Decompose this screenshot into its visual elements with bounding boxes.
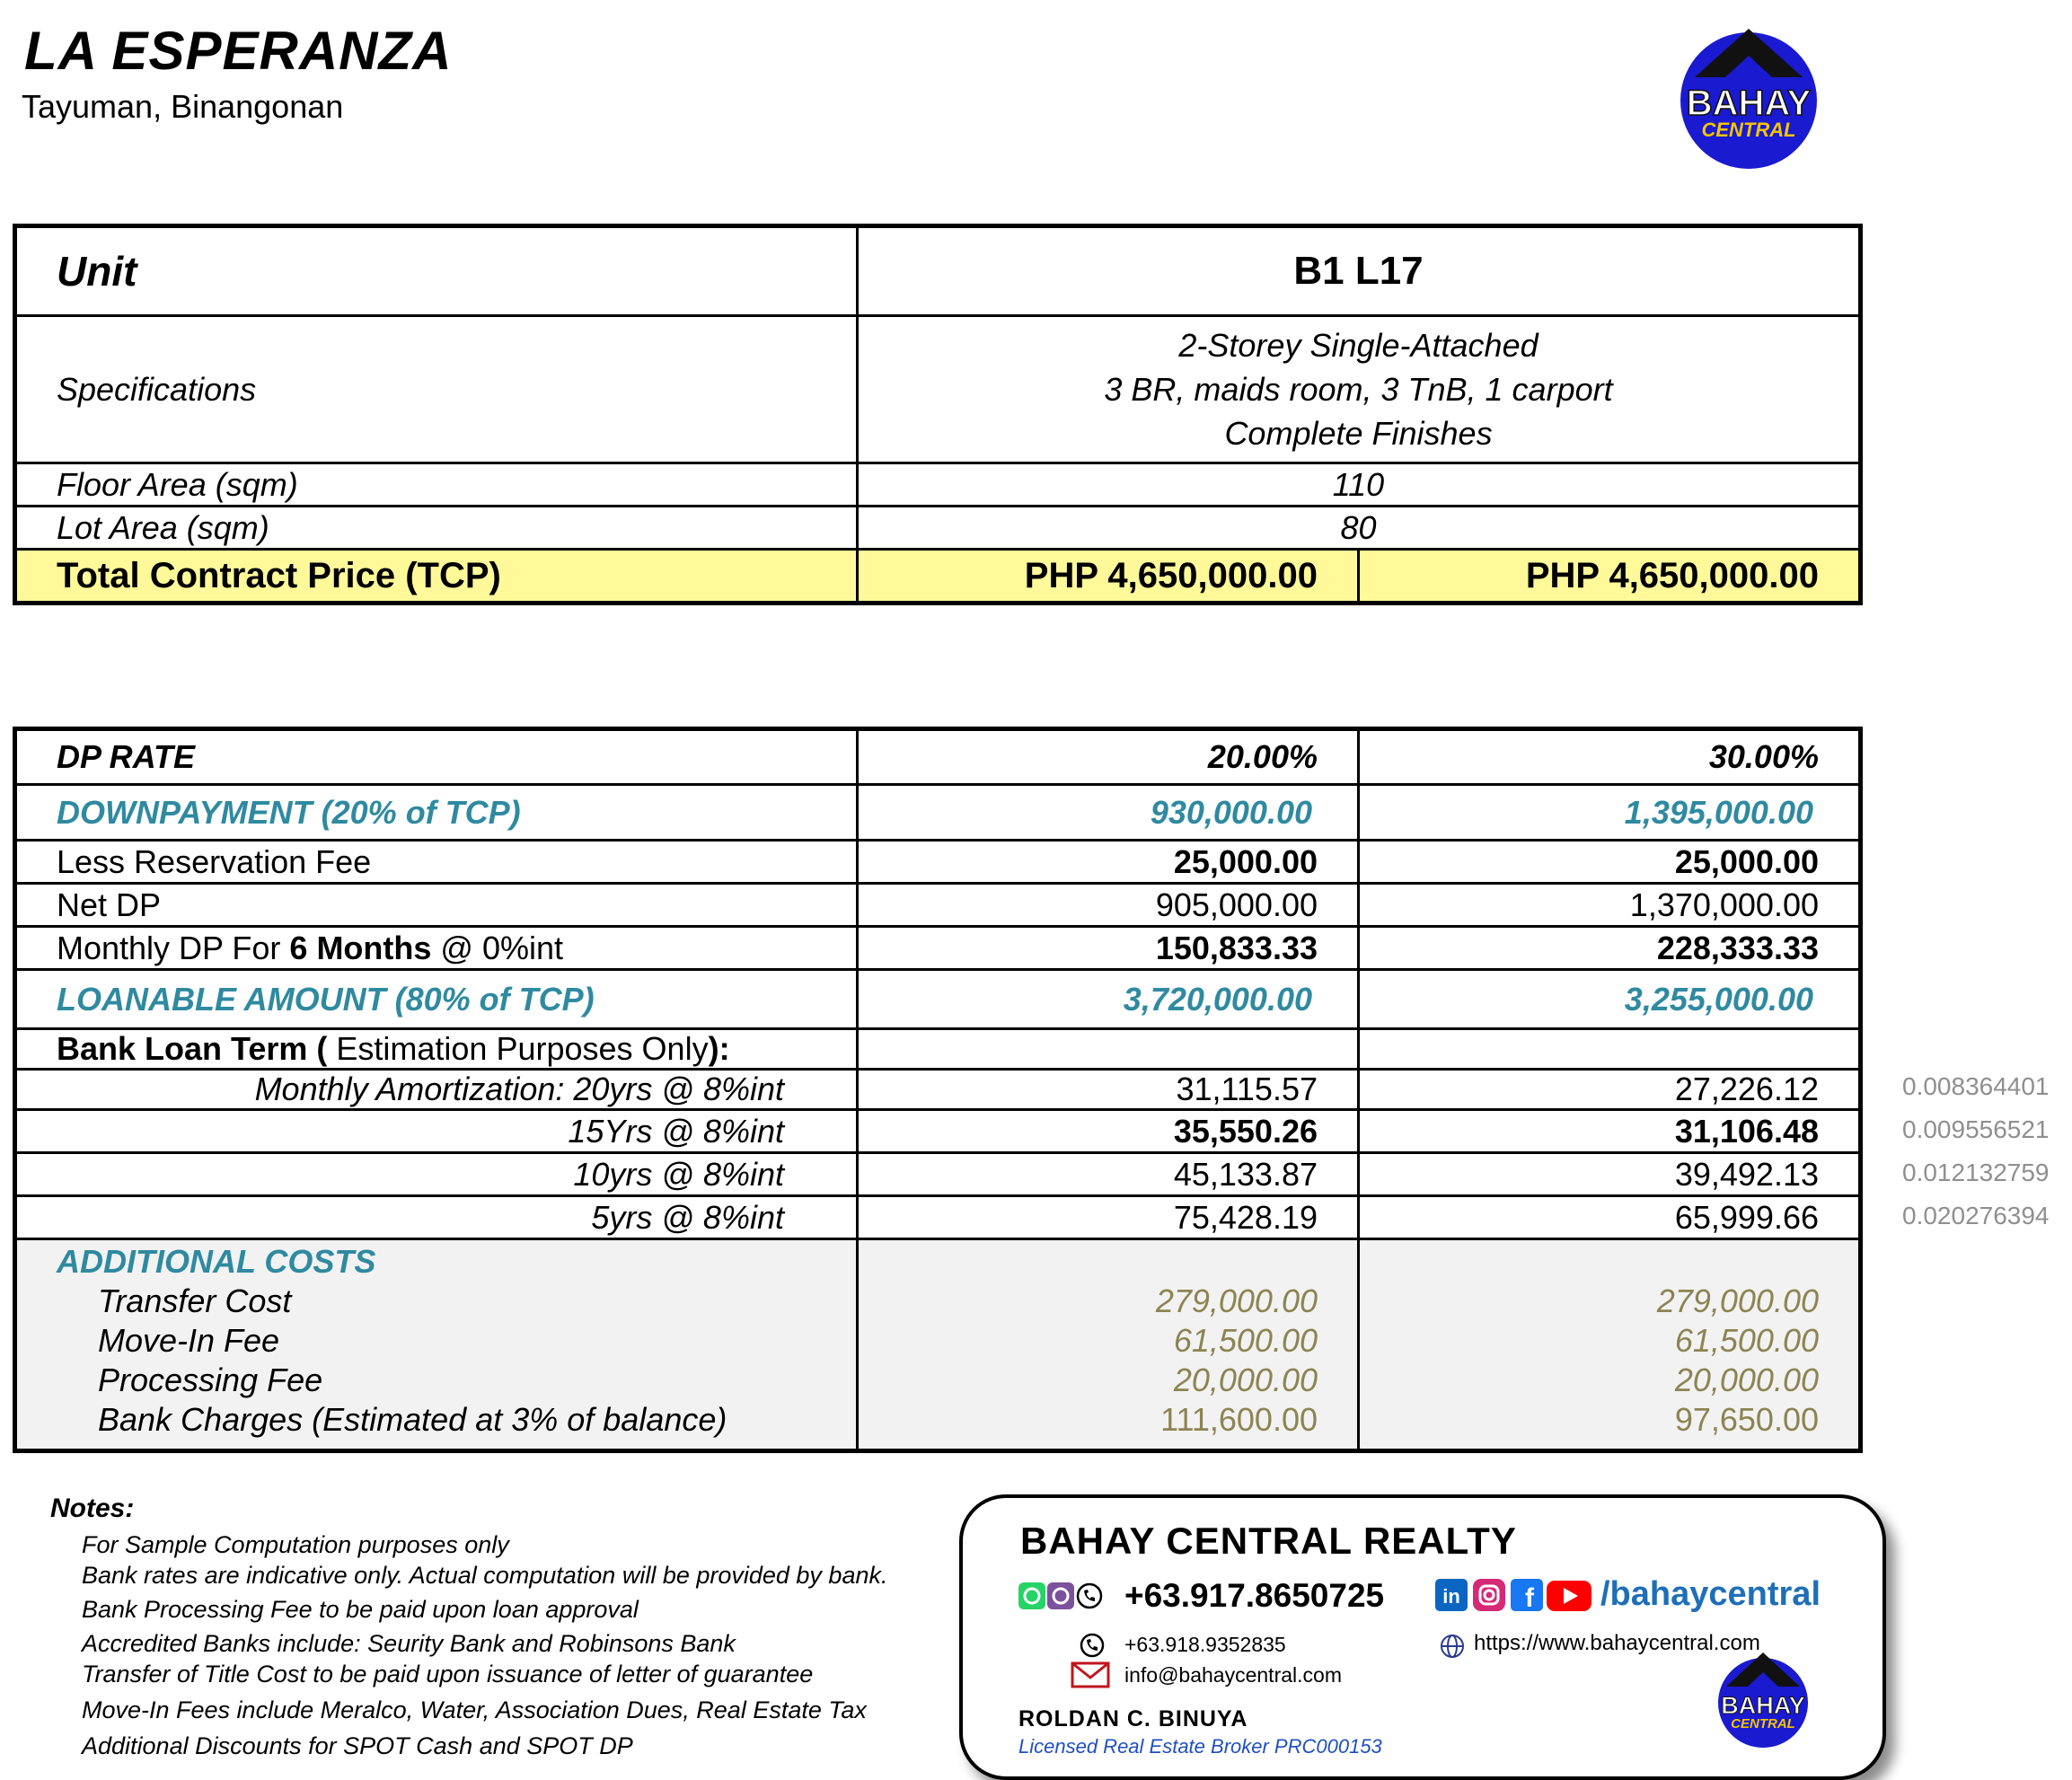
note-item: Transfer of Title Cost to be paid upon issuance of letter of guarantee bbox=[82, 1661, 814, 1687]
tcp-label: Total Contract Price (TCP) bbox=[15, 550, 858, 604]
svg-text:f: f bbox=[1525, 1583, 1534, 1611]
phone-icon bbox=[1080, 1633, 1105, 1662]
phone-alt[interactable]: +63.918.9352835 bbox=[1124, 1633, 1286, 1656]
amortization-20: 31,115.57 bbox=[858, 1070, 1359, 1110]
linkedin-icon[interactable] bbox=[1435, 1579, 1468, 1616]
loanable-30: 3,255,000.00 bbox=[1359, 970, 1861, 1029]
bahay-central-logo bbox=[1662, 14, 1835, 169]
svg-text:in: in bbox=[1442, 1585, 1460, 1608]
note-item: Bank rates are indicative only. Actual computation will be provided by bank. bbox=[82, 1562, 888, 1589]
amortization-30: 27,226.12 bbox=[1359, 1070, 1861, 1110]
phone-main[interactable]: +63.917.8650725 bbox=[1124, 1577, 1385, 1614]
reservation-fee-label: Less Reservation Fee bbox=[15, 841, 858, 884]
logo-word-bahay: BAHAY bbox=[1686, 84, 1812, 123]
amortization-label: 15Yrs @ 8%int bbox=[15, 1110, 858, 1153]
tcp-value-20: PHP 4,650,000.00 bbox=[858, 550, 1359, 604]
viber-icon bbox=[1047, 1582, 1074, 1614]
website-link[interactable]: https://www.bahaycentral.com bbox=[1474, 1631, 1760, 1655]
spec-line: Complete Finishes bbox=[1224, 415, 1493, 452]
business-card bbox=[959, 1494, 1886, 1780]
additional-cost-value: 20,000.00 bbox=[1674, 1361, 1819, 1398]
floor-area-value: 110 bbox=[858, 463, 1861, 507]
payment-computation-table bbox=[13, 727, 1863, 1453]
amortization-factor: 0.009556521 bbox=[1902, 1115, 2050, 1143]
facebook-icon[interactable] bbox=[1511, 1579, 1543, 1616]
additional-cost-value: 97,650.00 bbox=[1674, 1401, 1819, 1438]
amortization-20: 75,428.19 bbox=[858, 1196, 1359, 1239]
bahay-central-logo bbox=[1705, 1642, 1821, 1754]
note-item: For Sample Computation purposes only bbox=[82, 1531, 509, 1558]
downpayment-label: DOWNPAYMENT (20% of TCP) bbox=[15, 785, 858, 841]
additional-cost-value: 279,000.00 bbox=[1155, 1282, 1318, 1319]
amortization-factor: 0.020276394 bbox=[1902, 1202, 2050, 1229]
downpayment-30: 1,395,000.00 bbox=[1359, 785, 1861, 841]
dp-rate-label: DP RATE bbox=[15, 729, 858, 785]
dp-rate-20: 20.00% bbox=[858, 729, 1359, 785]
specifications-label: Specifications bbox=[15, 316, 858, 463]
monthly-dp-30: 228,333.33 bbox=[1359, 927, 1861, 970]
broker-name: ROLDAN C. BINUYA bbox=[1018, 1706, 1248, 1732]
additional-costs-30 bbox=[1359, 1239, 1861, 1451]
additional-cost-label: Transfer Cost bbox=[98, 1282, 292, 1319]
broker-license: Licensed Real Estate Broker PRC000153 bbox=[1018, 1735, 1382, 1758]
amortization-label: Monthly Amortization: 20yrs @ 8%int bbox=[15, 1070, 858, 1110]
note-item: Accredited Banks include: Seurity Bank and Robinsons Bank bbox=[82, 1630, 736, 1657]
additional-cost-label: Bank Charges (Estimated at 3% of balance) bbox=[98, 1401, 727, 1438]
additional-costs-heading: ADDITIONAL COSTS bbox=[57, 1243, 376, 1280]
social-handle[interactable]: /bahaycentral bbox=[1600, 1575, 1821, 1613]
amortization-30: 65,999.66 bbox=[1359, 1196, 1861, 1239]
net-dp-20: 905,000.00 bbox=[858, 884, 1359, 927]
instagram-icon[interactable] bbox=[1473, 1579, 1505, 1616]
unit-details-table bbox=[13, 224, 1863, 605]
additional-cost-label: Processing Fee bbox=[98, 1361, 323, 1398]
logo-word-central: CENTRAL bbox=[1701, 119, 1796, 141]
net-dp-label: Net DP bbox=[15, 884, 858, 927]
youtube-icon[interactable] bbox=[1547, 1581, 1591, 1616]
additional-cost-label: Move-In Fee bbox=[98, 1322, 280, 1359]
monthly-dp-20: 150,833.33 bbox=[858, 927, 1359, 970]
unit-value: B1 L17 bbox=[858, 226, 1861, 316]
net-dp-30: 1,370,000.00 bbox=[1359, 884, 1861, 927]
unit-label: Unit bbox=[15, 226, 858, 316]
phone-icon bbox=[1076, 1582, 1103, 1614]
dp-rate-30: 30.00% bbox=[1359, 729, 1861, 785]
lot-area-label: Lot Area (sqm) bbox=[15, 507, 858, 550]
amortization-factor: 0.008364401 bbox=[1902, 1072, 2050, 1100]
monthly-dp-label: Monthly DP For 6 Months @ 0%int bbox=[15, 927, 858, 970]
spec-line: 3 BR, maids room, 3 TnB, 1 carport bbox=[1104, 371, 1613, 408]
amortization-20: 35,550.26 bbox=[858, 1110, 1359, 1153]
loanable-20: 3,720,000.00 bbox=[858, 970, 1359, 1029]
additional-cost-value: 279,000.00 bbox=[1656, 1282, 1819, 1319]
whatsapp-icon bbox=[1018, 1582, 1045, 1614]
amortization-factor: 0.012132759 bbox=[1902, 1159, 2050, 1186]
note-item: Bank Processing Fee to be paid upon loan approval bbox=[82, 1596, 639, 1623]
downpayment-20: 930,000.00 bbox=[858, 785, 1359, 841]
notes-title: Notes: bbox=[50, 1494, 135, 1523]
amortization-20: 45,133.87 bbox=[858, 1153, 1359, 1196]
additional-cost-value: 61,500.00 bbox=[1173, 1322, 1318, 1359]
logo-word-bahay: BAHAY bbox=[1721, 1692, 1805, 1719]
reservation-fee-20: 25,000.00 bbox=[858, 841, 1359, 884]
amortization-30: 31,106.48 bbox=[1359, 1110, 1861, 1153]
tcp-value-30: PHP 4,650,000.00 bbox=[1359, 550, 1861, 604]
specifications-value bbox=[858, 316, 1861, 463]
globe-icon bbox=[1439, 1633, 1466, 1664]
additional-cost-value: 61,500.00 bbox=[1674, 1322, 1819, 1359]
floor-area-label: Floor Area (sqm) bbox=[15, 463, 858, 507]
spec-line: 2-Storey Single-Attached bbox=[1178, 327, 1539, 364]
amortization-30: 39,492.13 bbox=[1359, 1153, 1861, 1196]
email-link[interactable]: info@bahaycentral.com bbox=[1124, 1663, 1342, 1687]
additional-cost-value: 20,000.00 bbox=[1173, 1361, 1318, 1398]
project-title: LA ESPERANZA bbox=[24, 21, 453, 81]
reservation-fee-30: 25,000.00 bbox=[1359, 841, 1861, 884]
amortization-label: 5yrs @ 8%int bbox=[15, 1196, 858, 1239]
note-item: Move-In Fees include Meralco, Water, Association Dues, Real Estate Tax bbox=[82, 1696, 867, 1723]
bank-loan-term-label: Bank Loan Term ( Estimation Purposes Only): bbox=[15, 1029, 858, 1070]
empty-cell bbox=[1359, 1029, 1861, 1070]
additional-costs-20 bbox=[858, 1239, 1359, 1451]
additional-cost-value: 111,600.00 bbox=[1160, 1401, 1318, 1438]
envelope-icon bbox=[1071, 1661, 1110, 1693]
note-item: Additional Discounts for SPOT Cash and SPOT DP bbox=[82, 1732, 633, 1759]
empty-cell bbox=[858, 1029, 1359, 1070]
loanable-label: LOANABLE AMOUNT (80% of TCP) bbox=[15, 970, 858, 1029]
logo-word-central: CENTRAL bbox=[1731, 1716, 1795, 1732]
company-name: BAHAY CENTRAL REALTY bbox=[1020, 1520, 1517, 1562]
additional-costs-labels bbox=[15, 1239, 858, 1451]
lot-area-value: 80 bbox=[858, 507, 1861, 550]
project-location: Tayuman, Binangonan bbox=[22, 88, 344, 125]
amortization-label: 10yrs @ 8%int bbox=[15, 1153, 858, 1196]
